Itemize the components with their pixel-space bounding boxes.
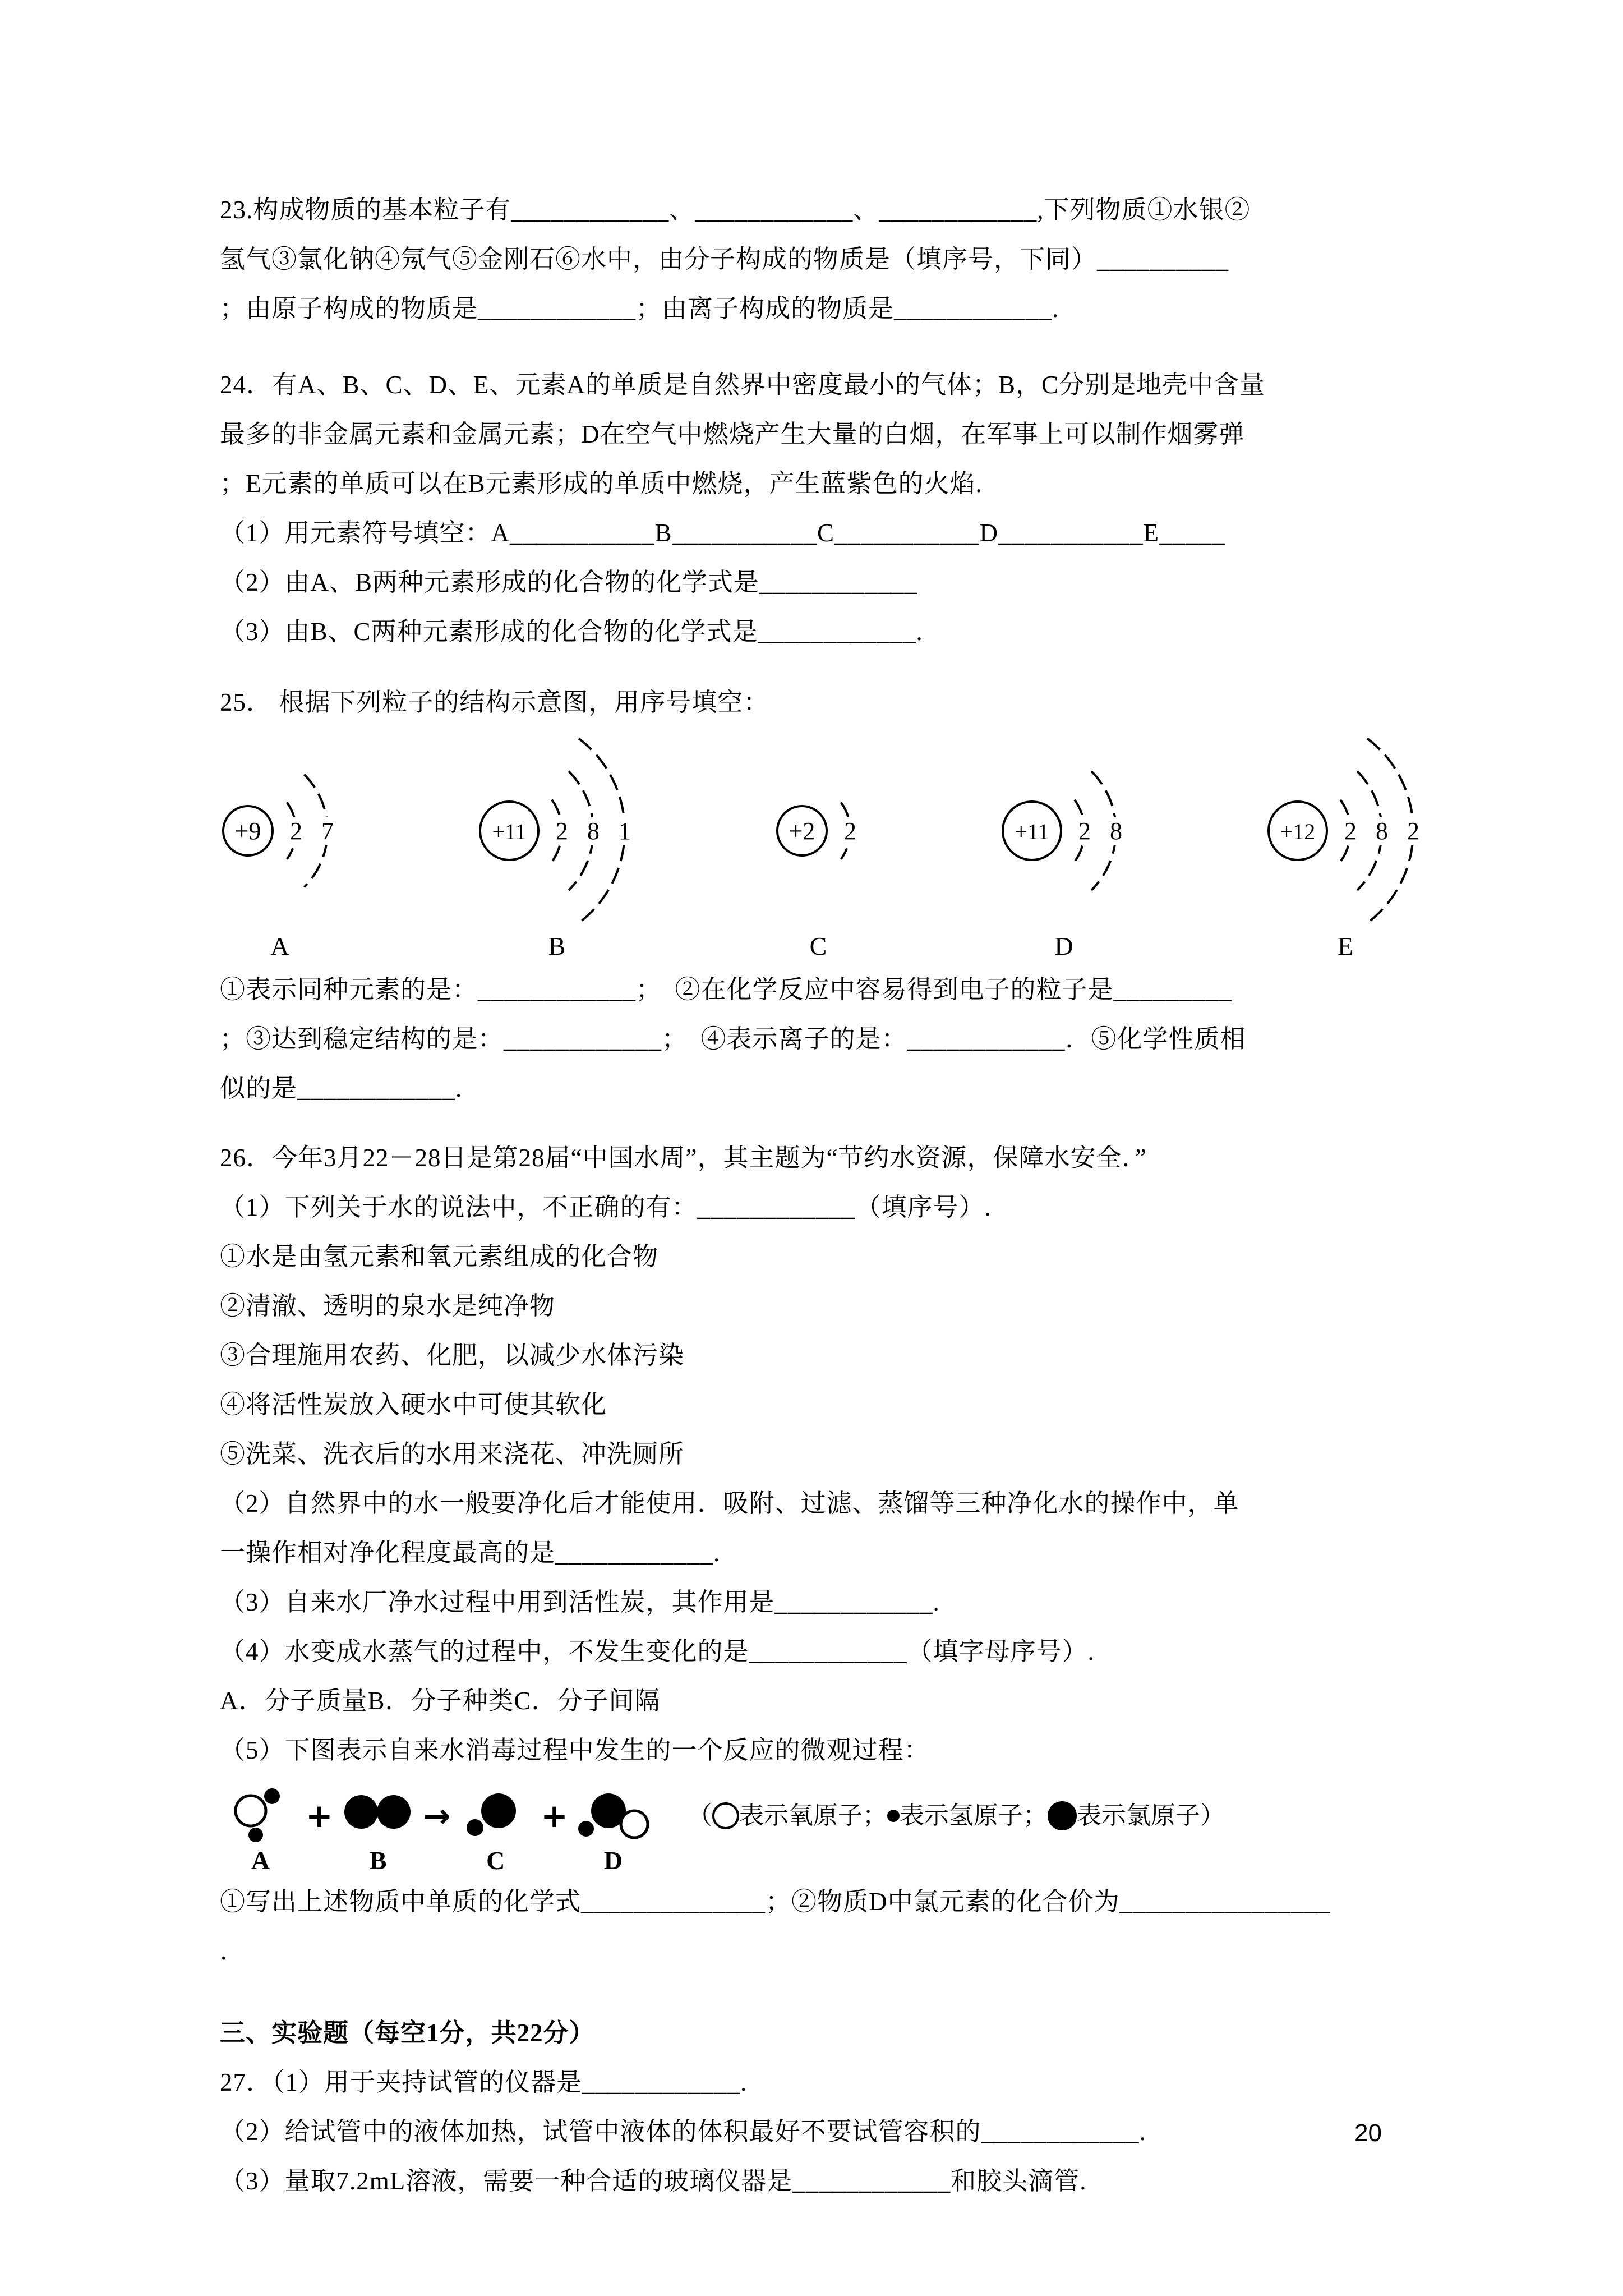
question-26-title: 26．今年3月22－28日是第28届“中国水周”，其主题为“节约水资源，保障水安全．” [220, 1144, 1147, 1172]
molecule-label: A [251, 1846, 270, 1875]
particle-diagram-label: E [1337, 932, 1354, 960]
question-25-blanks [220, 965, 1470, 1113]
question-24 [220, 360, 1470, 656]
atom-structure-icon [220, 733, 340, 929]
question-26-line: （3）自来水厂净水过程中用到活性炭，其作用是____________. [220, 1588, 940, 1616]
water-molecule-icon [220, 1783, 301, 1849]
svg-text:2: 2 [290, 817, 302, 845]
molecule-c [455, 1783, 536, 1875]
svg-text:2: 2 [1078, 817, 1091, 845]
svg-text:8: 8 [1110, 817, 1122, 845]
plus-sign: + [306, 1797, 333, 1835]
question-26-line: （2）自然界中的水一般要净化后才能使用．吸附、过滤、蒸馏等三种净化水的操作中，单 [220, 1489, 1239, 1517]
atom-structure-icon [477, 733, 637, 929]
svg-text:1: 1 [619, 817, 631, 845]
question-23-line: 23.构成物质的基本粒子有____________、____________、____________,下列物质①水银② [220, 196, 1251, 224]
question-24-line: 最多的非金属元素和金属元素；D在空气中燃烧产生大量的白烟，在军事上可以制作烟雾弹 [220, 420, 1245, 448]
question-24-sub2: （2）由A、B两种元素形成的化合物的化学式是____________ [220, 568, 918, 596]
svg-text:+11: +11 [492, 819, 527, 844]
section-3-title: 三、实验题（每空1分，共22分） [220, 2019, 595, 2047]
question-26-option: ②清澈、透明的泉水是纯净物 [220, 1292, 556, 1320]
question-26-line: （1）下列关于水的说法中，不正确的有：____________（填序号）. [220, 1193, 992, 1221]
question-24-line: ；E元素的单质可以在B元素形成的单质中燃烧，产生蓝紫色的火焰. [220, 470, 983, 498]
hclo-molecule-icon [573, 1783, 654, 1849]
molecule-a [220, 1783, 301, 1875]
legend-oxygen-label: 表示氧原子； [739, 1802, 887, 1829]
question-23-line: ；由原子构成的物质是____________；由离子构成的物质是____________. [220, 295, 1059, 323]
svg-text:2: 2 [844, 817, 856, 845]
particle-diagram-label: C [809, 932, 827, 960]
question-26-sub5-line: ①写出上述物质中单质的化学式______________；②物质D中氯元素的化合价为________________ [220, 1888, 1331, 1916]
atom-structure-icon [999, 733, 1128, 929]
question-26-option: ⑤洗菜、洗衣后的水用来浇花、冲洗厕所 [220, 1440, 685, 1468]
question-26 [220, 1133, 1470, 1976]
question-24-sub3: （3）由B、C两种元素形成的化合物的化学式是____________. [220, 618, 923, 646]
particle-diagram-c [774, 733, 863, 963]
particle-diagram-label: A [270, 932, 289, 960]
oxygen-atom-icon [712, 1802, 739, 1829]
molecule-d [573, 1783, 654, 1875]
hcl-molecule-icon [455, 1783, 536, 1849]
atom-structure-icon [774, 733, 863, 929]
legend-open-paren: （ [687, 1802, 712, 1829]
svg-text:+12: +12 [1280, 819, 1316, 844]
reaction-diagram [220, 1783, 1470, 1875]
question-26-line: （5）下图表示自来水消毒过程中发生的一个反应的微观过程： [220, 1736, 930, 1764]
chlorine-molecule-icon [338, 1783, 419, 1849]
question-27-line: （2）给试管中的液体加热，试管中液体的体积最好不要试管容积的____________. [220, 2118, 1146, 2146]
chlorine-atom-icon [1048, 1801, 1077, 1830]
svg-text:8: 8 [587, 817, 600, 845]
question-25-line: 似的是____________. [220, 1074, 463, 1102]
question-23 [220, 185, 1470, 333]
particle-diagram-label: D [1054, 932, 1073, 960]
particle-structure-diagrams [220, 733, 1426, 963]
hydrogen-atom-icon [887, 1810, 900, 1822]
reaction-arrow-icon: → [423, 1797, 451, 1835]
page-number: 20 [1354, 2119, 1382, 2147]
svg-text:2: 2 [556, 817, 568, 845]
svg-text:2: 2 [1407, 817, 1419, 845]
question-24-line: 24．有A、B、C、D、E、元素A的单质是自然界中密度最小的气体；B，C分别是地壳中含量 [220, 371, 1266, 399]
legend-chlorine-label: 表示氯原子） [1076, 1802, 1225, 1829]
svg-text:2: 2 [1344, 817, 1357, 845]
question-25-title: 25． 根据下列粒子的结构示意图，用序号填空： [220, 688, 769, 716]
question-26-option: ①水是由氢元素和氧元素组成的化合物 [220, 1243, 659, 1271]
question-26-sub5-period: ． [220, 1937, 246, 1965]
particle-diagram-d [999, 733, 1128, 963]
question-24-sub1: （1）用元素符号填空：A___________B___________C___________D___________E_____ [220, 519, 1225, 547]
question-26-line: （4）水变成水蒸气的过程中，不发生变化的是____________（填字母序号）. [220, 1637, 1095, 1665]
svg-text:+11: +11 [1015, 819, 1049, 844]
question-27-line: （3）量取7.2mL溶液，需要一种合适的玻璃仪器是____________和胶头滴管. [220, 2167, 1087, 2195]
question-23-line: 氢气③氯化钠④氖气⑤金刚石⑥水中，由分子构成的物质是（填序号，下同）__________ [220, 245, 1229, 273]
legend-hydrogen-label: 表示氢原子； [899, 1802, 1048, 1829]
question-25-line: ①表示同种元素的是：____________； ②在化学反应中容易得到电子的粒子是_________ [220, 976, 1233, 1004]
atom-structure-icon [1265, 733, 1426, 929]
molecule-label: D [603, 1846, 623, 1875]
question-26-line: 一操作相对净化程度最高的是____________. [220, 1539, 721, 1567]
particle-diagram-label: B [548, 932, 566, 960]
svg-text:+9: +9 [234, 817, 261, 845]
svg-text:8: 8 [1376, 817, 1388, 845]
particle-diagram-e [1265, 733, 1426, 963]
question-26-option: ④将活性炭放入硬水中可使其软化 [220, 1391, 607, 1419]
particle-diagram-a [220, 733, 340, 963]
question-26-choices: A．分子质量B．分子种类C．分子间隔 [220, 1687, 661, 1715]
question-27-line: 27．（1）用于夹持试管的仪器是____________. [220, 2068, 748, 2096]
svg-text:+2: +2 [789, 817, 815, 845]
question-26-option: ③合理施用农药、化肥，以减少水体污染 [220, 1341, 685, 1369]
molecule-label: B [369, 1846, 387, 1875]
question-25-line: ；③达到稳定结构的是：____________； ④表示离子的是：____________．⑤化学性质相 [220, 1025, 1246, 1053]
particle-diagram-b [477, 733, 637, 963]
page-content [220, 185, 1470, 2206]
question-27 [220, 2058, 1470, 2206]
atom-legend [688, 1783, 1225, 1849]
svg-text:7: 7 [321, 817, 334, 845]
molecule-label: C [486, 1846, 505, 1875]
plus-sign: + [541, 1797, 568, 1835]
molecule-b [338, 1783, 419, 1875]
question-25 [220, 678, 1470, 1113]
